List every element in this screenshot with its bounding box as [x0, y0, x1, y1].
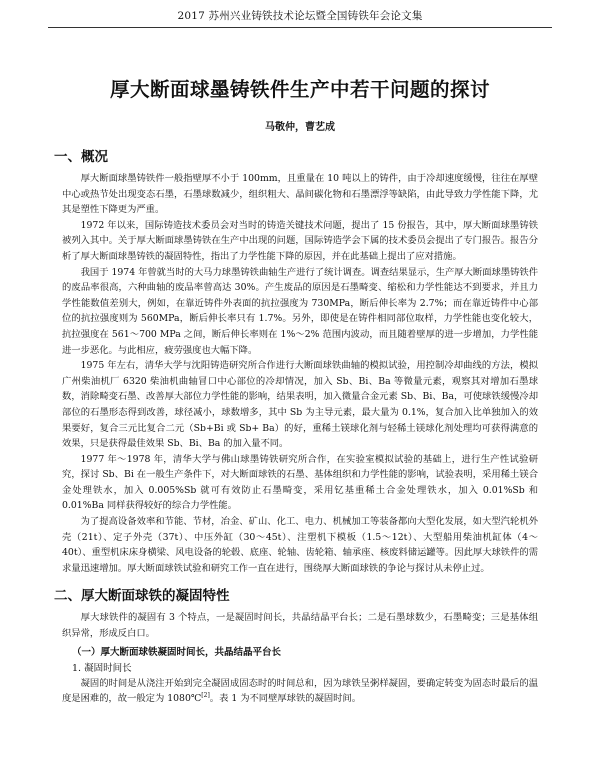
body-paragraph: [62, 676, 538, 707]
body-paragraph: 厚大断面球墨铸铁件一般指壁厚不小于 100mm，且重量在 10 吨以上的铸件，由于冷却速度缓慢，往往在厚壁中心或热节处出现变态石墨，石墨球数减少，组织粗大、晶间碳化物和石墨漂浮等缺陷，由此导致力学性能下降，尤其是塑性下降更为严重。: [62, 173, 538, 216]
paper-title: 厚大断面球墨铸铁件生产中若干问题的探讨: [109, 78, 490, 101]
section-heading-solidification: 二、厚大断面球铁的凝固特性: [54, 588, 230, 605]
body-paragraph: 1972 年以来，国际铸造技术委员会对当时的铸造关键技术问题，提出了 15 份报告，其中，厚大断面球墨铸铁被列入其中。关于厚大断面球墨铸铁在生产中出现的问题，国际铸造学会下属的技术委员会提出了专门报告。报告分析了厚大断面球墨铸铁的凝固特性，指出了力学性能下降的原因，并在此基础上提出了应对措施。: [62, 219, 538, 262]
body-paragraph: 1977 年～1978 年，清华大学与佛山球墨铸铁研究所合作，在实验室模拟试验的基础上，进行生产性试验研究，探讨 Sb、Bi 在一般生产条件下，对大断面球铁的石墨、基体组织和力学性能的影响，试验表明，采用稀土镁合金处理铁水，加入 0.005%Sb 就可有效防止石墨畸变，采用钇基重稀土合金处理铁水，加入 0.01%Sb 和 0.01%Ba 同样获得较好的综合力学性能。: [62, 453, 538, 512]
body-paragraph: 1975 年左右，清华大学与沈阳铸造研究所合作进行大断面球铁曲轴的模拟试验，用控制冷却曲线的方法，模拟广州柴油机厂 6320 柴油机曲轴冒口中心部位的冷却情况，加入 Sb、Bi、Ba 等微量元素，观察其对增加石墨球数，消除畸变石墨、改善厚大部位力学性能的影响，结果表明，加入微量合金元素 Sb、Bi、Ba，可使球铁缓慢冷却部位的石墨形态得到改善，球径减小，球数增多，其中 Sb 为主导元素，最大量为 0.1%，复合加入比单独加入的效果要好，复合三元比复合二元（Sb+Bi 或 Sb+ Ba）的好，重稀土镁球化剂与轻稀土镁球化剂处理均可获得满意的效果，只是获得最佳效果 Sb、Bi、Ba 的加入量不同。: [62, 360, 538, 450]
paragraph-text: 凝固的时间是从浇注开始到完全凝固成固态时的时间总和，因为球铁呈粥样凝固，要确定转变为固态时最后的温度是困难的，故一般定为 1080℃: [62, 677, 538, 705]
running-header: 2017 苏州兴业铸铁技术论坛暨全国铸铁年会论文集: [48, 0, 552, 28]
citation-reference: [2]: [201, 692, 210, 700]
paragraph-text-tail: 。表 1 为不同壁厚球铁的凝固时间。: [209, 693, 362, 705]
body-paragraph: 厚大球铁件的凝固有 3 个特点，一是凝固时间长，共晶结晶平台长；二是石墨球数少，石墨畸变；三是基体组织异常，形成反白口。: [62, 612, 538, 640]
subsubsection-heading: 1. 凝固时间长: [72, 662, 132, 674]
body-paragraph: 我国于 1974 年曾就当时的大马力球墨铸铁曲轴生产进行了统计调查。调查结果显示，生产厚大断面球墨铸铁件的废品率很高，六种曲轴的废品率曾高达 30%。产生废品的原因是石墨畸变、缩松和力学性能达不到要求，并且力学性能数值差别大，例如，在靠近铸件外表面的抗拉强度为 730MPa，断后伸长率为 2.7%；而在靠近铸件中心部位的抗拉强度则为 560MPa，断后伸长率只有 1.7%。另外，即使是在铸件相同部位取样，力学性能也变化较大，抗拉强度在 561～700 MPa 之间，断后伸长率则在 1%～2% 范围内波动，而且随着壁厚的进一步增加，力学性能进一步恶化。与此相应，疲劳强度也大幅下降。: [62, 266, 538, 356]
body-paragraph: 为了提高设备效率和节能、节材，冶金、矿山、化工、电力、机械加工等装备都向大型化发展，如大型汽轮机外壳（21t）、定子外壳（37t）、中压外缸（30～45t）、注塑机下模板（1.5～12t）、大型船用柴油机缸体（4～40t）、重型机床床身横梁、风电设备的轮毂、底座、轮轴、齿轮箱、轴承座、核废料储运罐等。因此厚大球铁件的需求量迅速增加。厚大断面球铁试验和研究工作一直在进行，围绕厚大断面球铁的争论与探讨从未停止过。: [62, 516, 538, 574]
paper-authors: 马敬仲，曹艺成: [265, 122, 335, 133]
subsection-heading: （一）厚大断面球铁凝固时间长，共晶结晶平台长: [72, 646, 282, 658]
section-heading-overview: 一、概况: [54, 149, 108, 165]
